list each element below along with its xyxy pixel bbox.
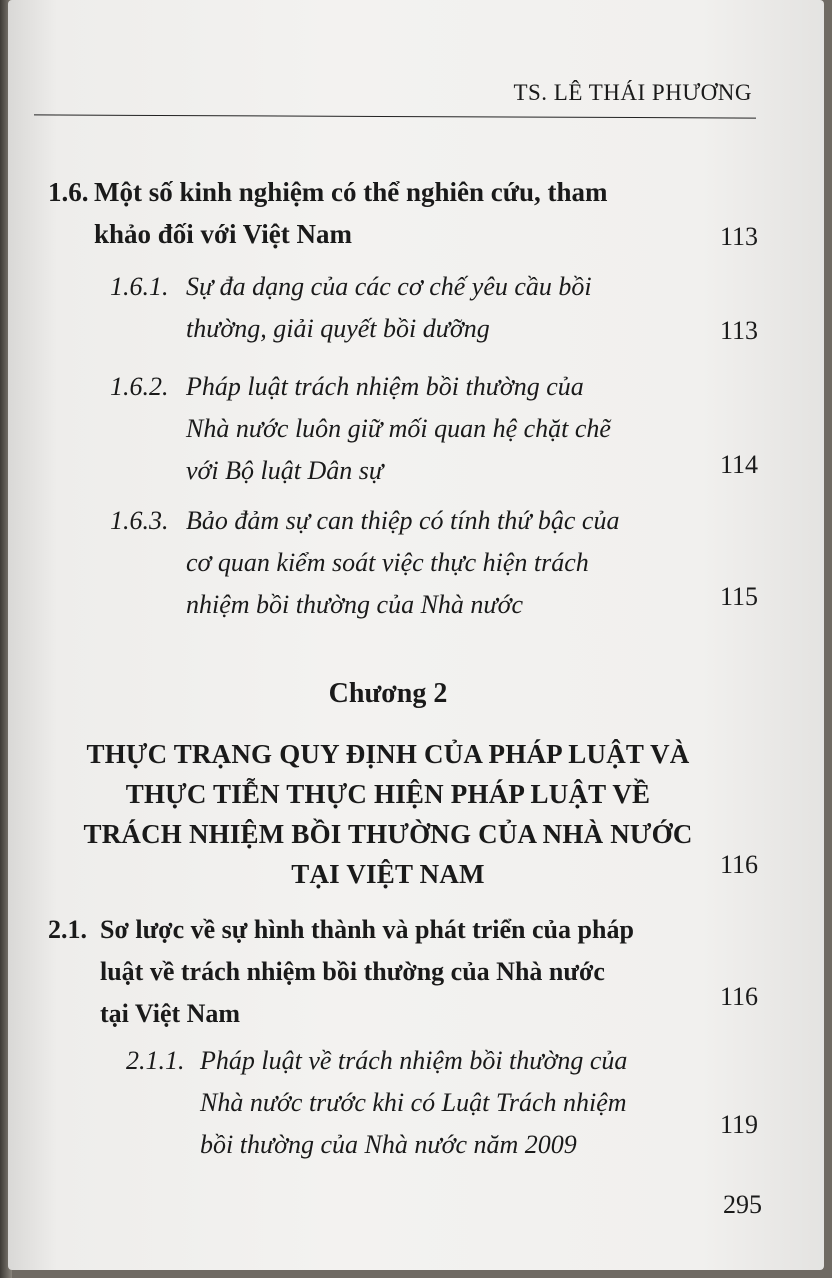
toc-page: 113 (719, 222, 758, 251)
toc-title-line: Một số kinh nghiệm có thể nghiên cứu, tham (94, 177, 608, 207)
chapter-title-line: THỰC TIỄN THỰC HIỆN PHÁP LUẬT VỀ (125, 779, 651, 809)
running-header: TS. LÊ THÁI PHƯƠNG (513, 80, 752, 105)
toc-title-line: thường, giải quyết bồi dưỡng (186, 314, 490, 343)
chapter-title-line: TRÁCH NHIỆM BỒI THƯỜNG CỦA NHÀ NƯỚC (83, 819, 693, 849)
toc-number: 1.6.3. (110, 506, 169, 535)
toc-title-line: Sự đa dạng của các cơ chế yêu cầu bồi (186, 272, 592, 301)
toc-page: 116 (719, 982, 758, 1011)
book-page (8, 0, 824, 1270)
toc-number: 2.1.1. (126, 1046, 185, 1075)
chapter-label: Chương 2 (328, 678, 448, 709)
toc-page: 116 (719, 850, 758, 879)
toc-title-line: Nhà nước trước khi có Luật Trách nhiệm (200, 1088, 627, 1117)
toc-title-line: Pháp luật về trách nhiệm bồi thường của (200, 1046, 628, 1075)
toc-number: 2.1. (48, 915, 87, 944)
page-number: 295 (723, 1190, 762, 1219)
toc-title-line: Pháp luật trách nhiệm bồi thường của (186, 372, 584, 401)
toc-title-line: bồi thường của Nhà nước năm 2009 (200, 1130, 577, 1159)
toc-number: 1.6. (48, 177, 89, 207)
toc-title-line: khảo đối với Việt Nam (94, 219, 352, 249)
chapter-title-line: TẠI VIỆT NAM (291, 859, 485, 889)
toc-title-line: cơ quan kiểm soát việc thực hiện trách (186, 548, 589, 577)
toc-page: 115 (719, 582, 758, 611)
toc-title-line: tại Việt Nam (100, 999, 241, 1028)
toc-title-line: Bảo đảm sự can thiệp có tính thứ bậc của (186, 506, 620, 535)
header-rule (34, 114, 756, 118)
chapter-title-line: THỰC TRẠNG QUY ĐỊNH CỦA PHÁP LUẬT VÀ (86, 739, 690, 769)
toc-title-line: Sơ lược về sự hình thành và phát triển của pháp (100, 915, 634, 944)
toc-title-line: nhiệm bồi thường của Nhà nước (186, 590, 524, 619)
toc-page: 119 (719, 1110, 758, 1139)
toc-title-line: với Bộ luật Dân sự (186, 456, 384, 485)
toc-page: 114 (719, 450, 758, 479)
toc-number: 1.6.1. (110, 272, 169, 301)
toc-title-line: Nhà nước luôn giữ mối quan hệ chặt chẽ (186, 414, 611, 443)
toc-page: 113 (719, 316, 758, 345)
toc-title-line: luật về trách nhiệm bồi thường của Nhà nước (100, 957, 605, 986)
toc-number: 1.6.2. (110, 372, 169, 401)
